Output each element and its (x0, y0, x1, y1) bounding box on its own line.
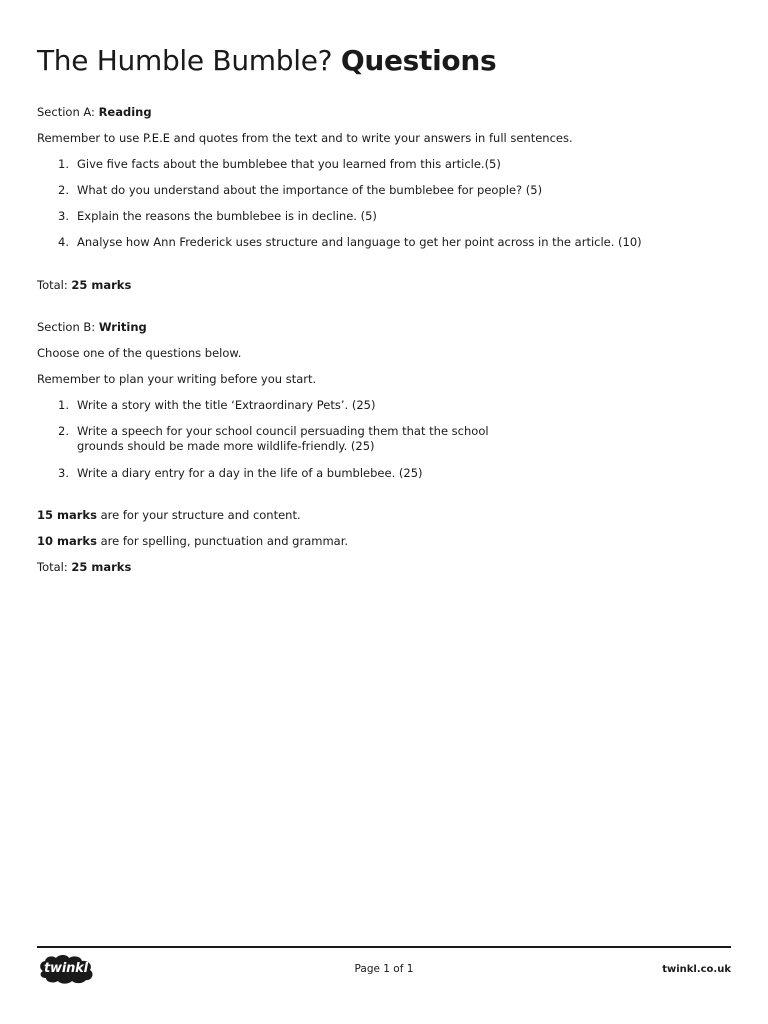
title-main: The Humble Bumble? (37, 44, 333, 77)
question-text: Give five facts about the bumblebee that you learned from this article.(5) (77, 157, 501, 171)
question-text: Explain the reasons the bumblebee is in decline. (5) (77, 209, 377, 223)
question-text-line-2: grounds should be made more wildlife-friendly. (25) (77, 439, 375, 453)
section-a-name: Reading (98, 105, 152, 119)
question-number: 1. (58, 157, 69, 171)
footer-divider (37, 946, 731, 948)
section-b-name: Writing (98, 320, 147, 334)
section-b-heading (37, 320, 147, 335)
logo-text: twinkl (44, 961, 88, 976)
section-b-intro-1: Choose one of the questions below. (37, 346, 242, 360)
total-value: 25 marks (71, 560, 132, 574)
page-number: Page 1 of 1 (354, 963, 414, 975)
question-number: 3. (58, 209, 69, 223)
question-text-line-1: Write a speech for your school council persuading them that the school (77, 424, 489, 438)
total-value: 25 marks (71, 278, 132, 292)
question-number: 2. (58, 183, 69, 197)
question-number: 2. (58, 424, 69, 438)
section-a-intro: Remember to use P.E.E and quotes from the text and to write your answers in full sentences. (37, 131, 573, 145)
question-text: Analyse how Ann Frederick uses structure and language to get her point across in the article. (10) (77, 235, 642, 249)
question-number: 4. (58, 235, 69, 249)
spag-marks-note (37, 534, 348, 549)
title-bold: Questions (340, 44, 497, 77)
marks-text: are for spelling, punctuation and grammar. (96, 534, 349, 548)
section-a-label: Section A: (37, 105, 95, 119)
question-text: What do you understand about the importance of the bumblebee for people? (5) (77, 183, 543, 197)
total-label: Total: (37, 278, 68, 292)
total-label: Total: (37, 560, 68, 574)
section-a-total (37, 278, 131, 293)
section-b-label: Section B: (37, 320, 96, 334)
marks-bold: 10 marks (37, 534, 97, 548)
question-number: 1. (58, 398, 69, 412)
question-text: Write a diary entry for a day in the life of a bumblebee. (25) (77, 466, 423, 480)
structure-marks-note (37, 508, 301, 523)
site-url: twinkl.co.uk (662, 964, 731, 975)
section-a-heading (37, 105, 152, 120)
marks-text: are for your structure and content. (96, 508, 301, 522)
question-text: Write a story with the title ‘Extraordinary Pets’. (25) (77, 398, 376, 412)
section-b-total (37, 560, 131, 575)
page-title (37, 44, 496, 77)
question-number: 3. (58, 466, 69, 480)
section-b-intro-2: Remember to plan your writing before you start. (37, 372, 317, 386)
marks-bold: 15 marks (37, 508, 97, 522)
